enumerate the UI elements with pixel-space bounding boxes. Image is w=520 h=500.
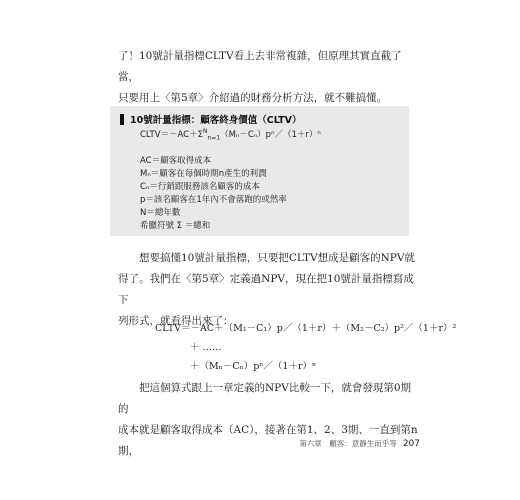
- definition-n: N＝總年數: [140, 208, 181, 218]
- expanded-formula-line-3: ＋（Mₙ－Cₙ）pⁿ／（1＋r）ⁿ: [190, 361, 317, 372]
- page-number: 207: [402, 439, 420, 449]
- body-paragraph-3: [118, 378, 418, 462]
- para2-line-1: 想要搞懂10號計量指標，只要把CLTV想成是顧客的NPV就: [139, 252, 415, 264]
- page-footer: [280, 438, 420, 449]
- sum-upper-limit: N: [202, 128, 208, 136]
- para3-line-2: 成本就是顧客取得成本（AC），接著在第1、2、3期、一直到第n期，: [118, 424, 418, 457]
- metric-box: [110, 106, 409, 236]
- metric-title-text: 10號計量指標：顧客終身價值（CLTV）: [130, 115, 302, 126]
- intro-line-1: 了！10號計量指標CLTV看上去非常複雜，但原理其實直截了當，: [118, 50, 402, 83]
- title-bar-marker: [120, 114, 124, 125]
- intro-paragraph: [118, 46, 418, 109]
- expanded-formula-line-2: ＋ ……: [190, 342, 222, 353]
- definition-mn: Mₙ＝顧客在每個時期n產生的利潤: [140, 169, 267, 179]
- sum-lower-limit: n=1: [207, 134, 221, 142]
- intro-line-2: 只要用上〈第5章〉介紹過的財務分析方法，就不難搞懂。: [118, 92, 388, 104]
- formula-rest: （Mₙ－Cₙ）pⁿ／（1＋r）ⁿ: [220, 130, 321, 140]
- para2-line-2: 得了。我們在〈第5章〉定義過NPV，現在把10號計量指標寫成下: [118, 273, 414, 306]
- metric-formula: [140, 128, 321, 142]
- para2-line-3: 列形式，就看得出來了：: [118, 315, 234, 327]
- para3-line-1: 把這個算式跟上一章定義的NPV比較一下，就會發現第0期的: [118, 382, 412, 415]
- definition-ac: AC＝顧客取得成本: [140, 156, 212, 166]
- chapter-label: 第六章 顧客：意靜生而乎等: [299, 439, 397, 448]
- expanded-formula-line-1: CLTV＝－AC＋（M₁－C₁）p／（1＋r）＋（M₂－C₂）p²／（1＋r）²: [155, 323, 457, 334]
- definition-sigma: 希臘符號 Σ ＝總和: [140, 221, 211, 231]
- definition-cn: Cₙ＝行銷跟服務該名顧客的成本: [140, 182, 260, 192]
- definition-p: p＝該名顧客在1年內不會落跑的或然率: [140, 195, 287, 205]
- metric-box-title: [120, 112, 302, 126]
- formula-start: CLTV＝－AC＋Σ: [140, 130, 203, 140]
